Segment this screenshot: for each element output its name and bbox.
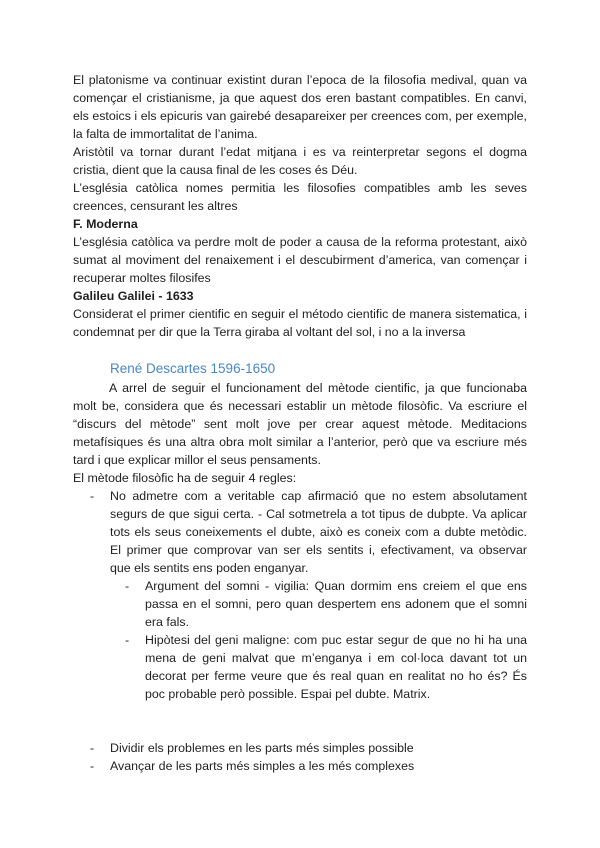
heading-descartes: René Descartes 1596-1650 (110, 361, 276, 376)
paragraph-platonisme: El platonisme va continuar existint duran l’epoca de la filosofia medival, quan va començar el cristianisme, ja que aquest dos eren bastant compatibles. En canvi, els estoics i els epicuris van gairebé desapareixer per creences com, per exemple, la falta de immortalitat de l’anima. (73, 73, 527, 141)
paragraph-rules-intro: El mètode filosòfic ha de seguir 4 regles: (73, 471, 297, 485)
list-item-rule-3 (73, 757, 527, 775)
paragraph-descartes-intro: A arrel de seguir el funcionament del mètode cientific, ja que funcionaba molt be, considera que és necessari establir un mètode filosòfic. Va escriure el “discurs del mètode” sent molt jove per crear aquest mètode. Meditacions metafísiques és una altra obra molt similar a l’anterior, però que va escriure més tard i que explicar millor el seus pensaments. (73, 381, 527, 467)
rule-2-text: Dividir els problemes en les parts més simples possible (110, 741, 414, 755)
paragraph-aristotil: Aristòtil va tornar durant l’edat mitjana i es va reinterpretar segons el dogma cristia, dient que la causa final de les coses és Déu. (73, 145, 527, 177)
paragraph-moderna: L’església catòlica va perdre molt de poder a causa de la reforma protestant, això sumat al moviment del renaixement i el descubirment d’america, van començar i recuperar moltes filosifes (73, 235, 527, 285)
spacer (73, 703, 527, 739)
paragraph-esglesia: L’església catòlica nomes permitia les filosofies compatibles amb les seves creences, censurant les altres (73, 181, 527, 213)
rules-list (73, 487, 527, 577)
dash-bullet: - (90, 759, 95, 773)
dash-bullet: - (90, 489, 95, 503)
dash-bullet: - (125, 633, 130, 647)
list-item-sub-2 (73, 631, 527, 703)
list-item-rule-1 (73, 487, 527, 577)
list-item-rule-2 (73, 739, 527, 757)
rule-1-text: No admetre com a veritable cap afirmació que no estem absolutament segurs de que sigui certa. - Cal sotmetrela a tot tipus de dubpte. Va aplicar tots els seus coneixements el dubte, això es coneix com a dubte metòdic. El primer que comprovar van ser els sentits i, efectivament, va observar que els sentits ens poden enganyar. (110, 489, 527, 575)
dash-bullet: - (90, 741, 95, 755)
sub-rules-list (73, 577, 527, 703)
sub-2-text: Hipòtesi del geni maligne: com puc estar segur de que no hi ha una mena de geni malvat que m’enganya i em col·loca davant tot un decorat per ferme veure que és real quan en realitat no ho és? És poc probable però possible. Espai pel dubte. Matrix. (145, 633, 527, 701)
sub-1-text: Argument del somni - vigilia: Quan dormim ens creiem el que ens passa en el somni, pero quan despertem ens adonem que el somni era fals. (145, 579, 527, 629)
paragraph-galileu: Considerat el primer cientific en seguir el método cientific de manera sistematica, i condemnat per dir que la Terra giraba al voltant del sol, i no a la inversa (73, 307, 527, 339)
heading-moderna: F. Moderna (73, 217, 138, 231)
list-item-sub-1 (73, 577, 527, 631)
document-page (73, 71, 527, 775)
dash-bullet: - (125, 579, 130, 593)
heading-galileu: Galileu Galilei - 1633 (73, 289, 194, 303)
rule-3-text: Avançar de les parts més simples a les més complexes (110, 759, 415, 773)
rules-list-continued (73, 739, 527, 775)
